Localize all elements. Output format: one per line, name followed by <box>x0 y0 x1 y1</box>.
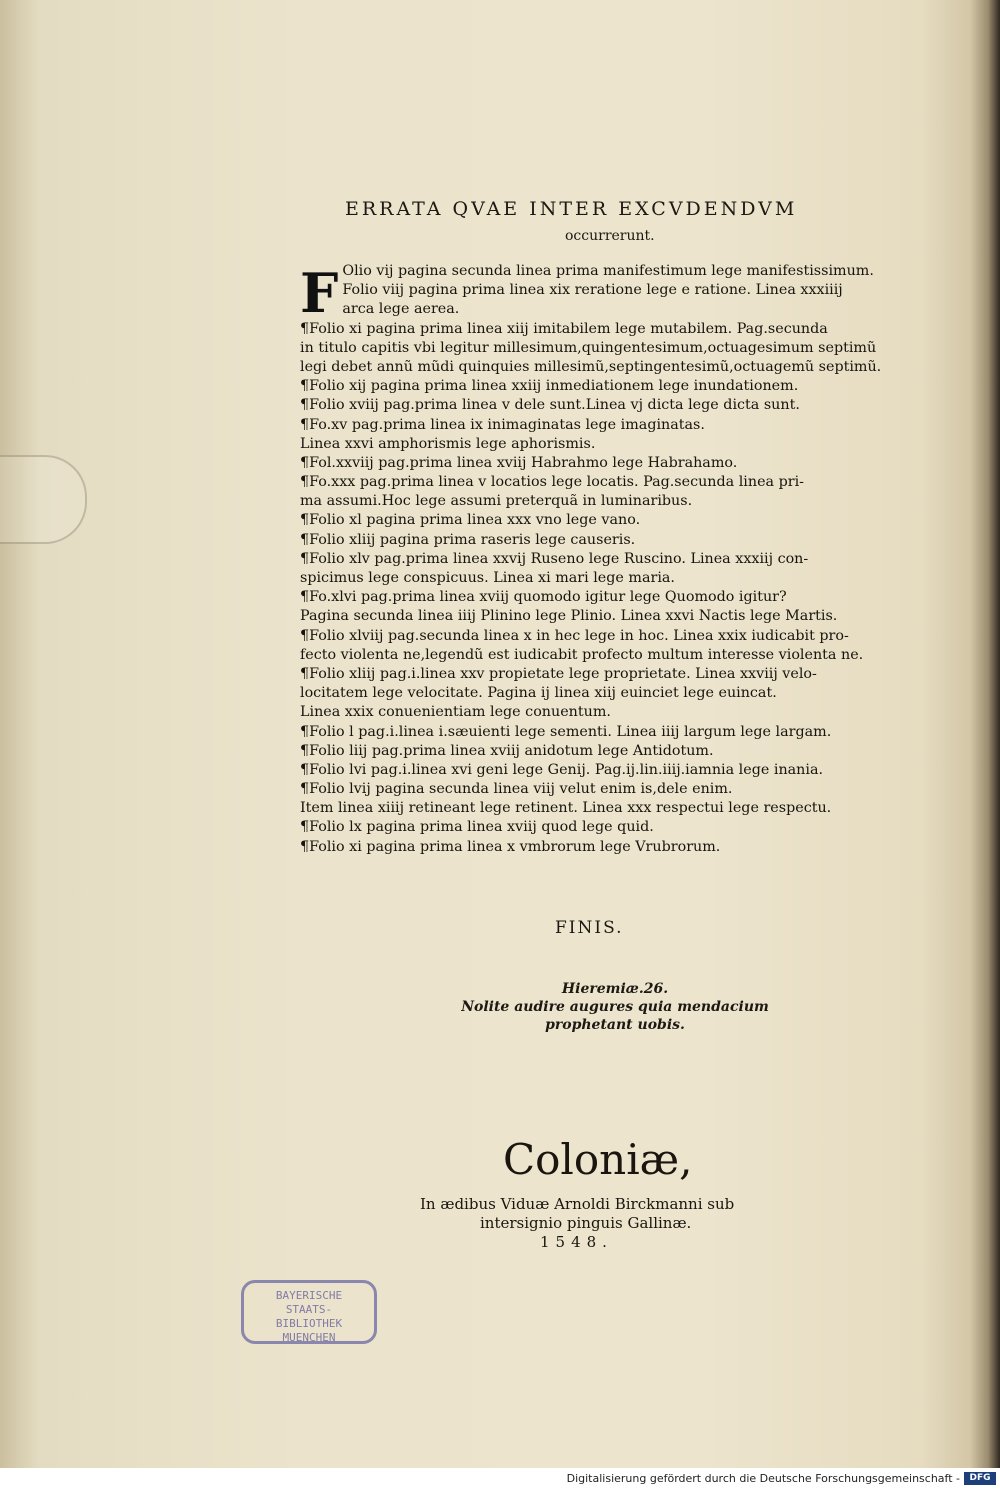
errata-line: ¶Folio xlv pag.prima linea xxvij Ruseno lege Ruscino. Linea xxxiij con- <box>300 550 809 567</box>
errata-line: ¶Folio xliij pag.i.linea xxv propietate lege proprietate. Linea xxviij velo- <box>300 665 817 682</box>
errata-line: ¶Folio lx pagina prima linea xviij quod lege quid. <box>300 819 654 836</box>
errata-line: ma assumi.Hoc lege assumi preterquã in luminaribus. <box>300 493 693 510</box>
imprint-block <box>420 1195 780 1252</box>
errata-line: legi debet annũ mũdi quinquies millesimũ,septingentesimũ,octuagemũ septimũ. <box>300 358 882 375</box>
errata-line: ¶Folio xi pagina prima linea x vmbrorum lege Vrubrorum. <box>300 838 721 855</box>
errata-line: ¶Fol.xxviij pag.prima linea xviij Habrahmo lege Habrahamo. <box>300 454 738 471</box>
imprint-printer: In ædibus Viduæ Arnoldi Birckmanni sub <box>420 1195 735 1213</box>
errata-line: ¶Folio liij pag.prima linea xviij anidotum lege Antidotum. <box>300 742 714 759</box>
errata-line: ¶Fo.xlvi pag.prima linea xviij quomodo igitur lege Quomodo igitur? <box>300 589 787 606</box>
page-clip-shadow <box>0 455 87 544</box>
errata-line: ¶Folio xi pagina prima linea xiij imitabilem lege mutabilem. Pag.secunda <box>300 320 828 337</box>
errata-line: spicimus lege conspicuus. Linea xi mari lege maria. <box>300 570 675 586</box>
dfg-logo-icon: DFG <box>964 1472 996 1485</box>
errata-line: ¶Folio l pag.i.linea i.sæuienti lege sementi. Linea iiij largum lege largam. <box>300 723 832 740</box>
stamp-line: BIBLIOTHEK <box>275 1317 343 1330</box>
imprint-sign: intersignio pinguis Gallinæ. <box>480 1214 692 1232</box>
stamp-line: BAYERISCHE <box>275 1289 343 1302</box>
motto-block <box>455 980 775 1034</box>
imprint-year: 1548. <box>540 1233 613 1251</box>
imprint-place: Coloniæ, <box>503 1135 693 1184</box>
errata-line: Linea xxix conuenientiam lege conuentum. <box>300 704 611 721</box>
errata-line: ¶Folio lvi pag.i.linea xvi geni lege Genij. Pag.ij.lin.iiij.iamnia lege inania. <box>300 761 824 778</box>
errata-line: in titulo capitis vbi legitur millesimum,quingentesimum,octuagesimum septimũ <box>300 339 877 356</box>
stamp-line: STAATS- <box>285 1303 333 1316</box>
errata-line: arca lege aerea. <box>342 301 460 318</box>
footer-credit: Digitalisierung gefördert durch die Deutsche Forschungsgemeinschaft - <box>566 1472 960 1485</box>
errata-line: ¶Fo.xxx pag.prima linea v locatios lege locatis. Pag.secunda linea pri- <box>300 474 804 491</box>
drop-capital: F <box>300 261 339 325</box>
errata-line: locitatem lege velocitate. Pagina ij linea xiij euinciet lege euincat. <box>300 685 777 702</box>
library-stamp <box>241 1280 377 1344</box>
errata-line: ¶Folio xliij pagina prima raseris lege causeris. <box>300 531 636 548</box>
errata-line: ¶Folio xl pagina prima linea xxx vno lege vano. <box>300 512 641 529</box>
errata-line: Item linea xiiij retineant lege retinent. Linea xxx respectui lege respectu. <box>300 800 832 817</box>
finis-label: FINIS. <box>555 918 624 938</box>
errata-list <box>300 262 932 857</box>
errata-subheading: occurrerunt. <box>565 228 655 244</box>
errata-heading: ERRATA QVAE INTER EXCVDENDVM <box>345 198 798 220</box>
errata-line: ¶Folio lvij pagina secunda linea viij velut enim is,dele enim. <box>300 781 733 798</box>
errata-line: ¶Folio xij pagina prima linea xxiij inmediationem lege inundationem. <box>300 378 799 395</box>
errata-line: ¶Fo.xv pag.prima linea ix inimaginatas lege imaginatas. <box>300 416 705 433</box>
errata-line: ¶Folio xlviij pag.secunda linea x in hec lege in hoc. Linea xxix iudicabit pro- <box>300 627 849 644</box>
errata-line: Pagina secunda linea iiij Plinino lege Plinio. Linea xxvi Nactis lege Martis. <box>300 608 838 625</box>
digitization-footer <box>0 1468 1000 1489</box>
stamp-line: MUENCHEN <box>282 1331 336 1344</box>
motto-quote-line: prophetant uobis. <box>545 1017 685 1033</box>
motto-reference: Hieremiæ.26. <box>561 981 669 997</box>
errata-line: fecto violenta ne,legendũ est iudicabit profecto multum interesse violenta ne. <box>300 646 864 663</box>
errata-line: ¶Folio xviij pag.prima linea v dele sunt.Linea vj dicta lege dicta sunt. <box>300 397 800 414</box>
errata-line: Folio viij pagina prima linea xix reratione lege e ratione. Linea xxxiiij <box>342 282 843 299</box>
motto-quote-line: Nolite audire augures quia mendacium <box>461 999 769 1015</box>
errata-line: Linea xxvi amphorismis lege aphorismis. <box>300 435 596 452</box>
errata-line: Olio vij pagina secunda linea prima manifestimum lege manifestissimum. <box>342 263 874 279</box>
